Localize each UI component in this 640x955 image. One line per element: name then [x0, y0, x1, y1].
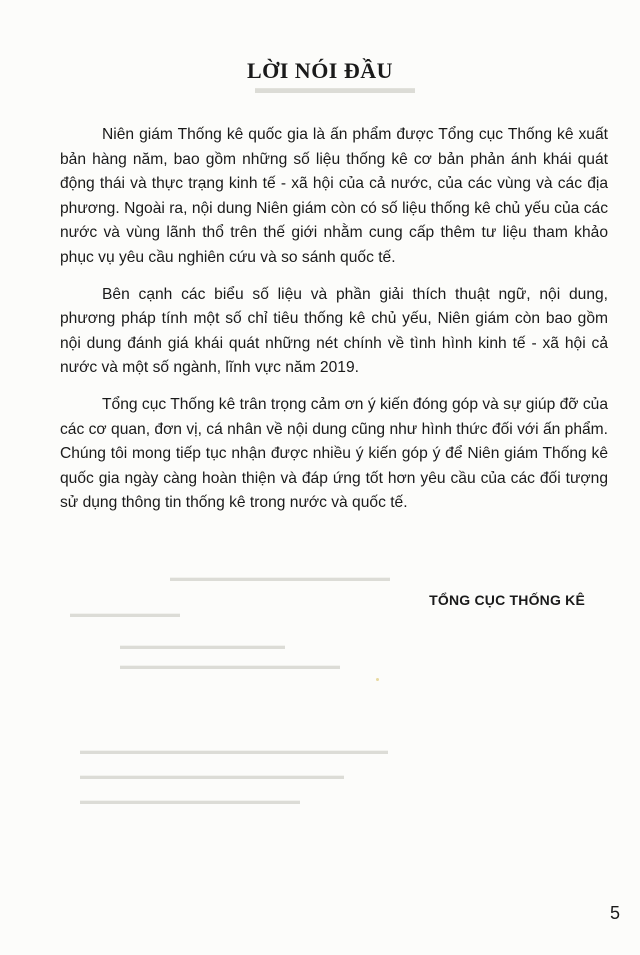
page-title: LỜI NÓI ĐẦU	[246, 58, 394, 83]
paragraph-1: Niên giám Thống kê quốc gia là ấn phẩm được Tổng cục Thống kê xuất bản hàng năm, bao gồm những số liệu thống kê cơ bản phản ánh khái quát động thái và thực trạng kinh tế - xã hội của cả nước, của các vùng và các địa phương. Ngoài ra, nội dung Niên giám còn có số liệu thống kê chủ yếu của các nước và vùng lãnh thổ trên thế giới nhằm cung cấp thêm tư liệu tham khảo phục vụ yêu cầu nghiên cứu và so sánh quốc tế.	[60, 126, 608, 266]
page-number: 5	[609, 903, 620, 923]
body-text	[60, 123, 608, 528]
signature: TỔNG CỤC THỐNG KÊ	[429, 592, 585, 608]
paragraph-3: Tổng cục Thống kê trân trọng cảm ơn ý kiến đóng góp và sự giúp đỡ của các cơ quan, đơn vị, cá nhân về nội dung cũng như hình thức đối với ấn phẩm. Chúng tôi mong tiếp tục nhận được nhiều ý kiến góp ý để Niên giám Thống kê quốc gia ngày càng hoàn thiện và đáp ứng tốt hơn yêu cầu của các đối tượng sử dụng thông tin thống kê trong nước và quốc tế.	[60, 395, 608, 512]
paragraph-2: Bên cạnh các biểu số liệu và phần giải thích thuật ngữ, nội dung, phương pháp tính một số chỉ tiêu thống kê chủ yếu, Niên giám còn bao gồm nội dung đánh giá khái quát những nét chính về tình hình kinh tế - xã hội cả nước và một số ngành, lĩnh vực năm 2019.	[60, 285, 608, 377]
